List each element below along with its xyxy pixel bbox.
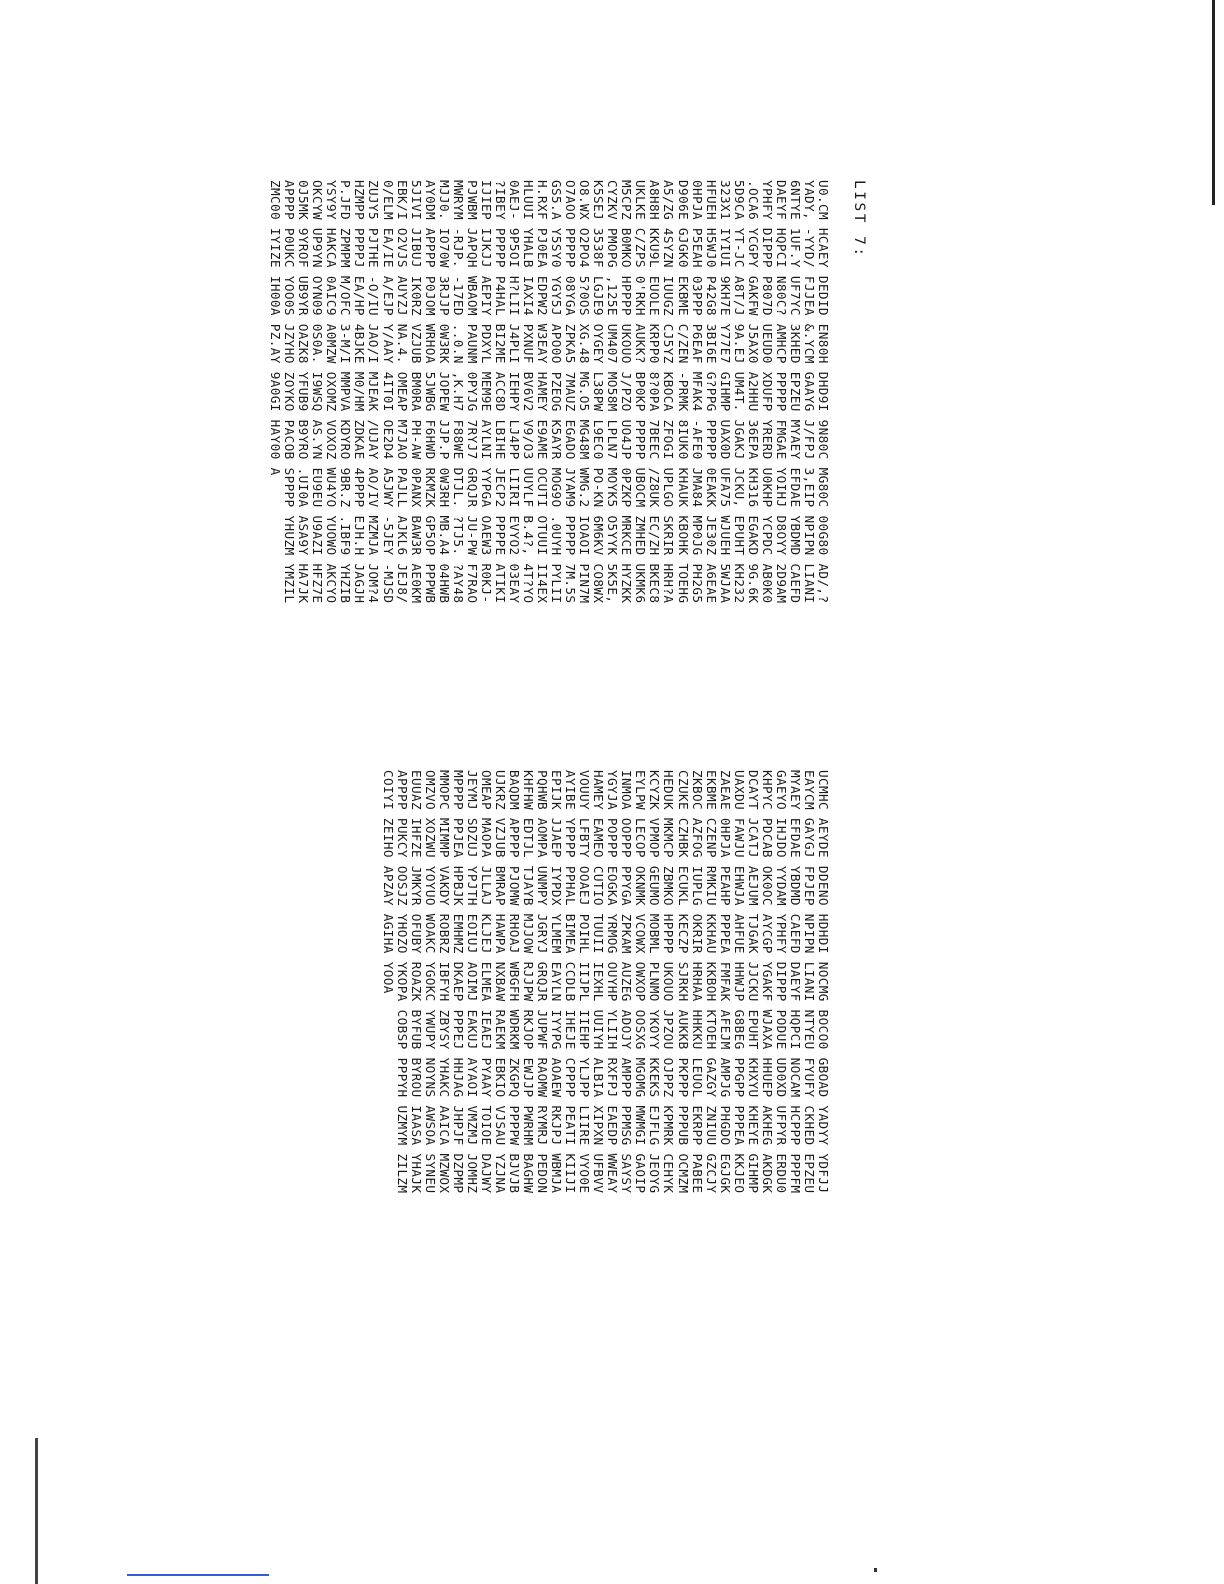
cipher-line: HLUUI YHALB IAXI4 PXNUF BV6V2 V9/O3 UUYLF B.4?, 4T?YO	[521, 180, 537, 604]
cipher-line: EPIJK JJAEP IYPDX YLMEM EAYLN IYYPG AOAEW RKJPJ WBMJA	[549, 770, 565, 1194]
cipher-line: MYAEY EFDAE YBDMD CAEFD DAEYF HQPCI NOCAM HCPPP PPPFM	[787, 770, 803, 1194]
cipher-line: KCYZK VPMOP GEUMO MOBML PLNMO YKOYY KKEKS EJFLG JEOYG	[647, 770, 663, 1194]
cipher-line: 0AEJ- 9P5OI H?LII J4PLI IEHPY LJ4PP LIIRI EVYO2 03EAY	[506, 180, 522, 604]
cipher-line: MPPPP PPJEA HPBJK EMHMZ DKAEP PPPEJ HHJAG JHPJF DZPMP	[450, 770, 466, 1194]
cipher-line: A8H8H KKU9L EUOLE KRPP0 8?0PA 7BEEC /Z8UK EC/ZH BKEC8	[647, 180, 663, 604]
cipher-line: HFUEH H5WJ0 P42G8 3BI6E G?PPG PPPPP 0EAKK JE30Z A6EAE	[703, 180, 719, 604]
scan-edge-mark-left	[35, 1438, 38, 1584]
cipher-line: VOUUY LFBTY OOAEJ POIHL IIJPL IIEHP YLJPP LIIRE VYO0E	[577, 770, 593, 1194]
cipher-line: O7AOO PPPPP 08YGA ZPKA5 7MAUZ EGADO JYAM9 PPPPP 7M.5S	[563, 180, 579, 604]
cipher-line: P.JFD ZPMPM M/OFC 3-M/I MMPVA KDYRO 9BR.Z .IBF9 YHZIB	[338, 180, 354, 604]
cipher-line: 5JIVI JIBUJ IK0RZ VZJUB BM0RA PH-AW 0PANX BAW3R AE0KM	[408, 180, 424, 604]
cipher-line: H.RXF PJ0EA EDPW2 W3EAY HAMEY E9AME OCUTI OTUUI II4EX	[535, 180, 551, 604]
cipher-line: ZMC00 IYIZE IH00A PZ.AY 9A0GI HAY00 A	[268, 180, 284, 476]
cipher-line: YADY, -YYD/ FJJEA &.YCM GAAYG J/FPJ 3,EIP NPIPN LIANI	[801, 180, 817, 604]
cipher-line: MWRYM -RJP. -17ED ..0.N ,K.H7 F88WE DTJL. ?TJ5. ?AY48	[450, 180, 466, 604]
scan-speck	[874, 1568, 877, 1572]
cipher-line: 5D9CA YT-JC A8T/J 9A.EJ UM4T. JGAKJ JCKU, EPUHT KH232	[731, 180, 747, 604]
cipher-line: UKLKE C/ZPS 0'RKH AUKK? BP0KP PPPPP UBOCM ZMHED UKMK6	[633, 180, 649, 604]
cipher-line: DCAYT JCATJ AEJUM TJGAK JJCKU EPUHT KHXYU KHEYE GIHMP	[745, 770, 761, 1194]
cipher-line: IJIEP IJKJJ AEPIY PDXYL MEM9E AYLNI YYPGA OAEW3 R0KJ-	[478, 180, 494, 604]
cipher-line: OMEAP MAOPA JLLAJ KLJEJ ELMEA IEAEJ PYAAY TOIOE DAJWY	[478, 770, 494, 1194]
cipher-line: COIYI ZEIHO APZAY AGIHA YOOA	[380, 770, 396, 994]
cipher-line: BAQDM APPPP PJOMW RHOAJ WBGFH WDRKM ZKGPQ PPPPW BJVJB	[506, 770, 522, 1194]
cipher-line: DAEYF HQPCI N80C? AMHCP PPPPP FMGAE YOIHJ D8OYY 2D9AM	[773, 180, 789, 604]
cipher-line: 323X1 IYIUI 9KH7E Y77E7 GIHMP UAX0D UFA75 WJUEH 5WJAA	[717, 180, 733, 604]
cipher-line: 0/ELM EA/IE A/EJP Y/AAY 4IT0I OE2D4 A5JWY -5JEY -MJSD	[380, 180, 396, 604]
cipher-line: GS5.A Y5SY0 YGY5J APO0O PZEOG K5AYR MOG9O .0UYH PYLII	[549, 180, 565, 604]
cipher-line: KHPYC PDCAB OK0OC AYCGP YGAKF WJAXA HHUEP AKHEG AKDGK	[759, 770, 775, 1194]
cipher-line: EYLPW LECOP OKNMK VCOWX OWXOP OOSXG MGOMG MWMGI GAOIP	[633, 770, 649, 1194]
cipher-line: ZKBOC AZFOG IUPLG OKRIR HRHAA HHKKU LEUOL EKRPP PABEE	[689, 770, 705, 1194]
cipher-line: D906E GJGK0 EKBME C/ZEN -PRMK 8IUK0 KHAUK KBOHK TOEHG	[675, 180, 691, 604]
cipher-line: CZUKE CZHBK ECUKL KECZP SJRKH AUKKB PKPPP PPPUB OCMZM	[675, 770, 691, 1194]
cipher-line: MMOPC MIMMP VAKDY ROBRZ IBFYH ZBYSY YHAKC AAICA MZWOX	[436, 770, 452, 1194]
cipher-line: EUUAZ IHFZE JMKYR OFUBY ROAZK BYFUB BYROU IAASA YHAJK	[408, 770, 424, 1194]
cipher-line: EKBME CZENP RMKIU KKHAU KKBOH KTOEH GAZGY ZNIUU GZCJY	[703, 770, 719, 1194]
cipher-line: 0J5MK 9YROF UB9YR OAZK8 YFUB9 B9YRO .UI0A ASA9Y HA7JK	[296, 180, 312, 604]
cipher-line: JEYMJ SDZUJ YPJTH EOIUJ AOIMJ EAKUJ AYAOI VMZMJ JOMHZ	[464, 770, 480, 1194]
cipher-line: UJKRZ VZJUB BMRAP HAWPA NXBAW RAEKM EBKIO VJSAU YZJNA	[492, 770, 508, 1194]
cipher-line: APPPP PUKCY OOSJZ YHOZO YKOPA COBSP PPPYH UZMYM ZILZM	[394, 770, 410, 1194]
cipher-line: AYIBE YPPPP PPHAL BIMEA CCDLB IHEJE CPPPP PEATI KIIJI	[563, 770, 579, 1194]
cipher-line: A5/ZG 4SYZN IUUGZ CJ5YZ KBOCA ZFOGI UPLGO SKRIR HRH?A	[661, 180, 677, 604]
cipher-line: PJWBM JAPQH WBAOM PAUNM 0PYJG 7RYJ7 GRQJR JU-PW F7RAO	[464, 180, 480, 604]
cipher-line: EBK/I O2VJS AUYZJ NA.4. OMEAP M7JAO PAJLL AJKL6 JEJ8/	[394, 180, 410, 604]
cipher-line: KHFHW EDTJL TJAYB MJJOW RJJPW RKJOP EWJJP PWRHM BAGHW	[521, 770, 537, 1194]
cipher-line: HZMPP PPPPJ EA/HP 4BJKE M0/HM ZDKAE 4PPPP EJH.H JAGJH	[352, 180, 368, 604]
cipher-line: .OCA6 YCGPY GAKFW J5AX0 A2HHU 36EPA KH316 EGAKD 9G.6K	[745, 180, 761, 604]
blue-underline-mark	[127, 1574, 269, 1576]
cipher-line: ZAEAE 0HPJA PEAHP PPPEA FMFAK AFEJM AMPJG PHGDO EGJGK	[717, 770, 733, 1194]
cipher-line: ?IBEY PPPPP P4HAL BI2ME ACC8D LBIHE JECP2 PPPPE ATIKI	[492, 180, 508, 604]
cipher-line: UCMHC AEYDE DDENO HDHDI NOCMG BOCO0 GBOAD YADYY YDFJJ	[816, 770, 831, 1194]
cipher-line: UAXDU FAWJU EHWJA AHFUE HHWJP G8BEG PPGPP PPPEA KKJEO	[731, 770, 747, 1194]
cipher-line: ZUJY5 PJTHE -O/IU JAO/I MJEAK /UJAY AO/IV MZMJA JOM?4	[366, 180, 382, 604]
cipher-line: CYZKV PMOPG ,125E UM407 MO58M LPLN7 MOYK5 O5YYK 5K5E,	[605, 180, 621, 604]
cipher-line: U0.CM HCAEY DEDID EN80H DHD9I 9N80C MG80C 00G80 AD/,?	[816, 180, 831, 604]
cipher-line: HEDUK MKMCP ZBMKO HPPPP UKOUO JPZOU OJPPZ KPMRK CEHYK	[661, 770, 677, 1194]
cipher-line: GAEYO IHJDO YYDAM YPHFY DIPPP PODUE UD0XD UFPYR ERDU0	[773, 770, 789, 1194]
scan-edge-mark-right	[1212, 0, 1215, 205]
cipher-line: YSY9Y HAKCA 0AIC9 A0MZW OXOMZ VOXOZ WU4YO YUOWO AKCYO	[324, 180, 340, 604]
cipher-line: MJJ0. IO70W 3RJJP 0W3RK JOPEW JJP.P 0W3RH MB.A4 04HWB	[436, 180, 452, 604]
cipher-line: HAMEY EAMEO CUTIO TUUII IEXHL UUIYH ALBIA XIPXN UFBVV	[591, 770, 607, 1194]
cipher-line: OMZVO XOZWU YOYUO WOAKC YGOKC YWUPY NOYNS AWSOA SYNEU	[422, 770, 438, 1194]
cipher-line: YGYJA POPPP EOGKA YRMOG OUYHP YLIIH RXFPJ EAEDP WWEAY	[605, 770, 621, 1194]
list-title: LIST 7:	[851, 180, 867, 259]
cipher-line: APPPP P0UKC YOO0S JZYHO ZOYKO PACOB SPPPP YHUZM YMZIL	[282, 180, 298, 604]
cipher-line: K5SEJ 3538F LGJE9 OYGEY L38PW L9EC0 PO-KN 6M6KV CO8WX	[591, 180, 607, 604]
cipher-line: PQHWB AOMPA UNMPY JGRYJ GRQJR JUPWF RAOMW RYMRJ PEDON	[535, 770, 551, 1194]
cipher-line: OKCYW UP9YN OYN09 0S0A. I9WSQ AS.YN EU9EU U9AZI HFZ7E	[310, 180, 326, 604]
cipher-line: 6NTYE 1UF.Y UF7YC 3KHED EPZEU MYAEY EFDAE YBDMD CAEFD	[787, 180, 803, 604]
cipher-line: EAYCM GAYGJ FPJEP NPIPN LIANI NTYEU FYUFY CKHED EPZEU	[801, 770, 817, 1194]
cipher-block-right	[381, 770, 831, 1193]
cipher-line: O8.WX O2PO4 5?0OS XG.48 MG.O5 MG48M WMG.2 IOAOI PIN7M	[577, 180, 593, 604]
cipher-line: AY0DM APPPP P0JOM WRHOA 5JWBG F6HWD RKMZK GP5OP PPPWB	[422, 180, 438, 604]
cipher-line: 0HPJA P5EAH 03PPP P6EAF MFAK4 -AFE0 JMA84 MP0JG PH2G5	[689, 180, 705, 604]
cipher-line: INMOA OOPPP PPYGA ZPKAM AUZEG ADOJY AMPPP PPMSG SAYSY	[619, 770, 635, 1194]
cipher-line: M5CPZ B0MKO HPPPP UKOUO J/PZO UO4JP 0PZKP MRKCE HYZKK	[619, 180, 635, 604]
cipher-block-left	[268, 180, 830, 603]
cipher-line: YPHFY DIPPP P807D UEUD0 XDUFP YRERD U0KHP YCPDC AB0K0	[759, 180, 775, 604]
